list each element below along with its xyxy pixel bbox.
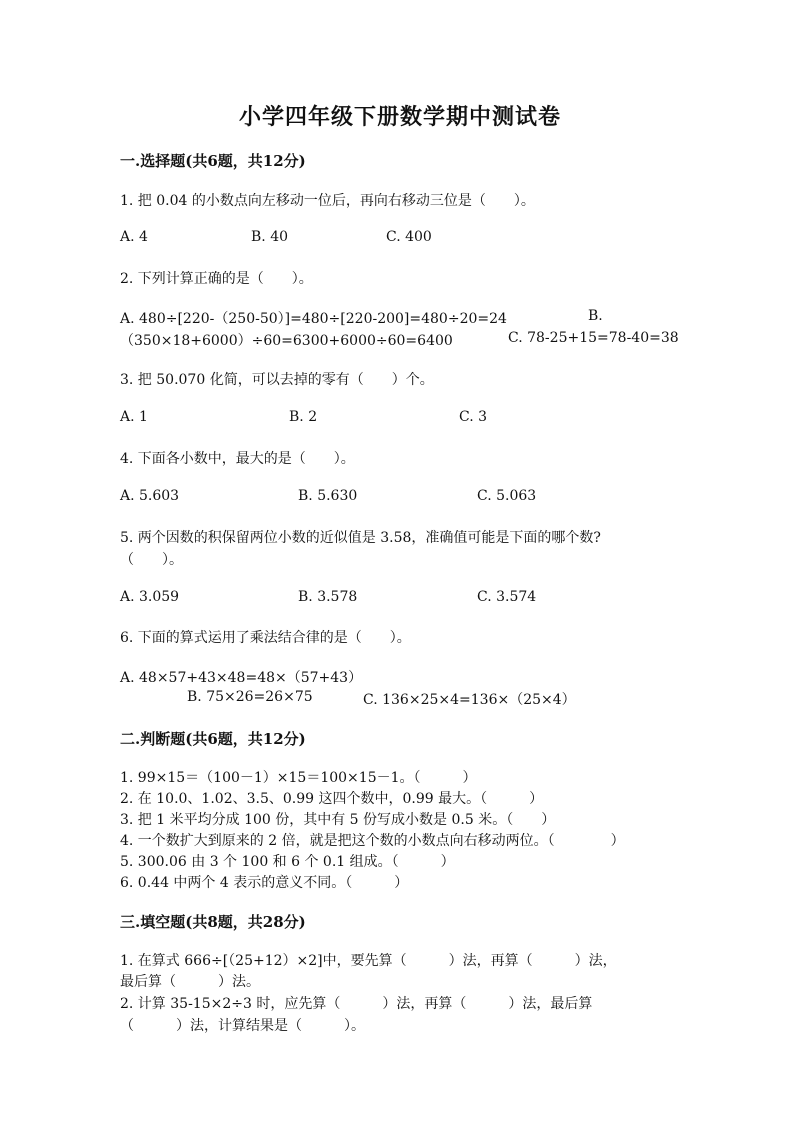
section-heading-fill-blank: 三.填空题(共8题，共28分) (120, 913, 306, 931)
option-b: B. 40 (251, 229, 289, 245)
option-b: （350×18+6000）÷60=6300+6000÷60=6400 (120, 333, 453, 349)
option-a: A. 5.603 (120, 488, 180, 504)
question-text: 2. 下列计算正确的是（ ）。 (120, 271, 313, 287)
option-c: C. 5.063 (477, 488, 537, 504)
option-c: C. 78-25+15=78-40=38 (508, 330, 679, 346)
question-text: 6. 下面的算式运用了乘法结合律的是（ ）。 (120, 630, 411, 646)
question-text: 4. 下面各小数中，最大的是（ ）。 (120, 451, 355, 467)
fill-blank-item-continued: 最后算（ ）法。 (120, 974, 260, 990)
option-b: B. 2 (289, 409, 318, 425)
option-a: A. 480÷[220-（250-50）]=480÷[220-200]=480÷20=24 (120, 311, 507, 327)
fill-blank-item-continued: （ ）法，计算结果是（ ）。 (120, 1018, 365, 1034)
option-a: A. 1 (120, 409, 148, 425)
option-b: B. 75×26=26×75 (187, 689, 313, 705)
question-text: 1. 把 0.04 的小数点向左移动一位后，再向右移动三位是（ ）。 (120, 193, 535, 209)
section-heading-choice: 一.选择题(共6题，共12分) (120, 152, 306, 170)
page-title: 小学四年级下册数学期中测试卷 (238, 104, 561, 130)
question-text: 5. 两个因数的积保留两位小数的近似值是 3.58，准确值可能是下面的哪个数? (120, 530, 601, 546)
judgement-item: 1. 99×15＝（100－1）×15＝100×15－1。（ ） (120, 770, 477, 786)
option-a: A. 48×57+43×48=48×（57+43） (120, 670, 363, 686)
option-b-label: B. (588, 308, 603, 324)
question-text: 3. 把 50.070 化简，可以去掉的零有（ ）个。 (120, 372, 434, 388)
judgement-item: 6. 0.44 中两个 4 表示的意义不同。（ ） (120, 875, 409, 891)
option-c: C. 400 (386, 229, 432, 245)
judgement-item: 5. 300.06 由 3 个 100 和 6 个 0.1 组成。（ ） (120, 854, 455, 870)
fill-blank-item: 2. 计算 35-15×2÷3 时，应先算（ ）法，再算（ ）法，最后算 (120, 996, 593, 1012)
option-b: B. 3.578 (298, 589, 358, 605)
option-a: A. 4 (120, 229, 148, 245)
question-text-continued: （ ）。 (120, 552, 183, 568)
fill-blank-item: 1. 在算式 666÷[（25+12）×2]中，要先算（ ）法，再算（ ）法， (120, 953, 617, 969)
option-c: C. 3.574 (477, 589, 537, 605)
option-b: B. 5.630 (298, 488, 358, 504)
judgement-item: 4. 一个数扩大到原来的 2 倍，就是把这个数的小数点向右移动两位。（ ） (120, 833, 625, 849)
section-heading-judgement: 二.判断题(共6题，共12分) (120, 730, 306, 748)
judgement-item: 2. 在 10.0、1.02、3.5、0.99 这四个数中，0.99 最大。（ ） (120, 791, 544, 807)
option-a: A. 3.059 (120, 589, 180, 605)
judgement-item: 3. 把 1 米平均分成 100 份，其中有 5 份写成小数是 0.5 米。（ ） (120, 812, 556, 828)
option-c: C. 3 (459, 409, 488, 425)
option-c: C. 136×25×4=136×（25×4） (363, 692, 576, 708)
